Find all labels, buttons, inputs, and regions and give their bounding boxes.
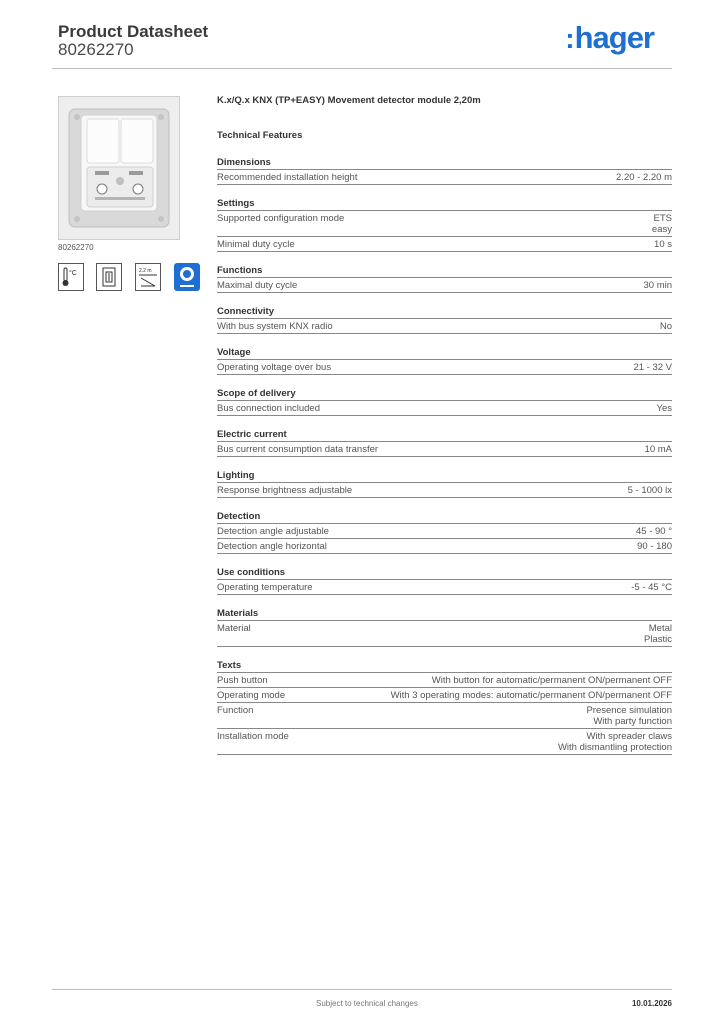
temperature-icon	[58, 263, 84, 291]
feature-section	[217, 428, 672, 457]
section-title: Lighting	[217, 469, 672, 483]
feature-row	[217, 360, 672, 375]
section-title: Voltage	[217, 346, 672, 360]
document-title: Product Datasheet	[58, 22, 209, 41]
feature-section	[217, 387, 672, 416]
feature-value-line: 30 min	[643, 280, 672, 291]
feature-value	[391, 690, 672, 701]
section-title: Detection	[217, 510, 672, 524]
feature-value-line: With dismantling protection	[557, 742, 672, 753]
feature-row	[217, 211, 672, 237]
feature-value	[637, 541, 672, 552]
feature-row	[217, 237, 672, 252]
feature-label: Supported configuration mode	[217, 213, 345, 224]
feature-row	[217, 688, 672, 703]
bus-module-icon	[96, 263, 122, 291]
feature-label: With bus system KNX radio	[217, 321, 333, 332]
feature-value-line: 10 mA	[644, 444, 672, 455]
section-title: Materials	[217, 607, 672, 621]
feature-section	[217, 659, 672, 755]
features-sections	[217, 156, 672, 755]
temperature-icon-text: °C	[69, 270, 77, 277]
section-title: Settings	[217, 197, 672, 211]
feature-value	[652, 213, 672, 235]
feature-label: Detection angle adjustable	[217, 526, 329, 537]
feature-label: Function	[217, 705, 254, 716]
feature-section	[217, 264, 672, 293]
feature-value	[654, 239, 672, 250]
feature-label: Push button	[217, 675, 268, 686]
feature-value-line: 21 - 32 V	[633, 362, 672, 373]
feature-row	[217, 442, 672, 457]
feature-label: Material	[217, 623, 251, 634]
technical-content	[217, 94, 672, 755]
feature-section	[217, 197, 672, 252]
mounting-height-icon-text: 2.2 m	[139, 268, 152, 274]
feature-section	[217, 469, 672, 498]
feature-section	[217, 346, 672, 375]
logo-text: hager	[574, 20, 654, 55]
feature-row	[217, 703, 672, 729]
feature-value	[586, 705, 672, 727]
feature-value	[660, 321, 672, 332]
product-code: 80262270	[58, 40, 134, 59]
section-title: Scope of delivery	[217, 387, 672, 401]
feature-value-line: easy	[651, 224, 672, 235]
feature-row	[217, 524, 672, 539]
feature-value-line: With party function	[593, 716, 672, 727]
feature-row	[217, 401, 672, 416]
feature-label: Maximal duty cycle	[217, 280, 298, 291]
feature-value-line: Metal	[648, 623, 672, 634]
feature-row	[217, 729, 672, 755]
feature-row	[217, 170, 672, 185]
feature-value-line: 45 - 90 °	[635, 526, 672, 537]
feature-label: Operating mode	[217, 690, 286, 701]
footer-note: Subject to technical changes	[316, 999, 418, 1008]
feature-value-line: Plastic	[644, 634, 672, 645]
feature-value-line: Yes	[656, 403, 672, 414]
feature-section	[217, 566, 672, 595]
footer-date: 10.01.2026	[631, 999, 672, 1008]
feature-value	[657, 403, 673, 414]
feature-value-line: With button for automatic/permanent ON/permanent OFF	[431, 675, 672, 686]
feature-value	[633, 362, 672, 373]
feature-value	[636, 526, 672, 537]
feature-label: Detection angle horizontal	[217, 541, 327, 552]
feature-value	[628, 485, 672, 496]
easy-configuration-icon	[174, 263, 200, 291]
feature-label: Response brightness adjustable	[217, 485, 353, 496]
feature-value	[645, 444, 672, 455]
feature-value	[558, 731, 672, 753]
feature-value-line: With 3 operating modes: automatic/permanent ON/permanent OFF	[390, 690, 672, 701]
feature-value-line: -5 - 45 °C	[631, 582, 672, 593]
feature-label: Minimal duty cycle	[217, 239, 295, 250]
feature-value-line: 5 - 1000 lx	[627, 485, 672, 496]
feature-row	[217, 621, 672, 647]
feature-row	[217, 278, 672, 293]
feature-value-line: 2.20 - 2.20 m	[616, 172, 672, 183]
section-title: Functions	[217, 264, 672, 278]
feature-label: Recommended installation height	[217, 172, 358, 183]
section-title: Use conditions	[217, 566, 672, 580]
feature-value	[432, 675, 672, 686]
feature-section	[217, 607, 672, 647]
feature-value-line: Presence simulation	[586, 705, 672, 716]
feature-value-line: With spreader claws	[586, 731, 672, 742]
technical-features-title: Technical Features	[217, 130, 303, 141]
section-title: Texts	[217, 659, 672, 673]
page-header	[58, 20, 672, 68]
footer-divider	[52, 989, 672, 990]
feature-value	[616, 172, 672, 183]
section-title: Connectivity	[217, 305, 672, 319]
product-image	[58, 96, 180, 240]
section-title: Dimensions	[217, 156, 672, 170]
mounting-height-icon	[135, 263, 161, 291]
image-caption: 80262270	[58, 243, 94, 252]
feature-section	[217, 156, 672, 185]
feature-label: Installation mode	[217, 731, 289, 742]
feature-value	[631, 582, 672, 593]
feature-value-line: No	[659, 321, 672, 332]
feature-label: Bus current consumption data transfer	[217, 444, 379, 455]
feature-row	[217, 319, 672, 334]
feature-value-line: 10 s	[654, 239, 672, 250]
feature-row	[217, 673, 672, 688]
feature-row	[217, 483, 672, 498]
hager-logo: :hager	[565, 20, 654, 55]
feature-row	[217, 539, 672, 554]
feature-value-line: ETS	[653, 213, 672, 224]
header-divider	[52, 68, 672, 69]
feature-section	[217, 510, 672, 554]
feature-label: Bus connection included	[217, 403, 320, 414]
feature-section	[217, 305, 672, 334]
feature-row	[217, 580, 672, 595]
section-title: Electric current	[217, 428, 672, 442]
feature-value	[644, 623, 672, 645]
product-name: K.x/Q.x KNX (TP+EASY) Movement detector module 2,20m	[217, 95, 481, 106]
feature-label: Operating temperature	[217, 582, 313, 593]
feature-value-line: 90 - 180	[637, 541, 672, 552]
feature-label: Operating voltage over bus	[217, 362, 332, 373]
feature-value	[643, 280, 672, 291]
